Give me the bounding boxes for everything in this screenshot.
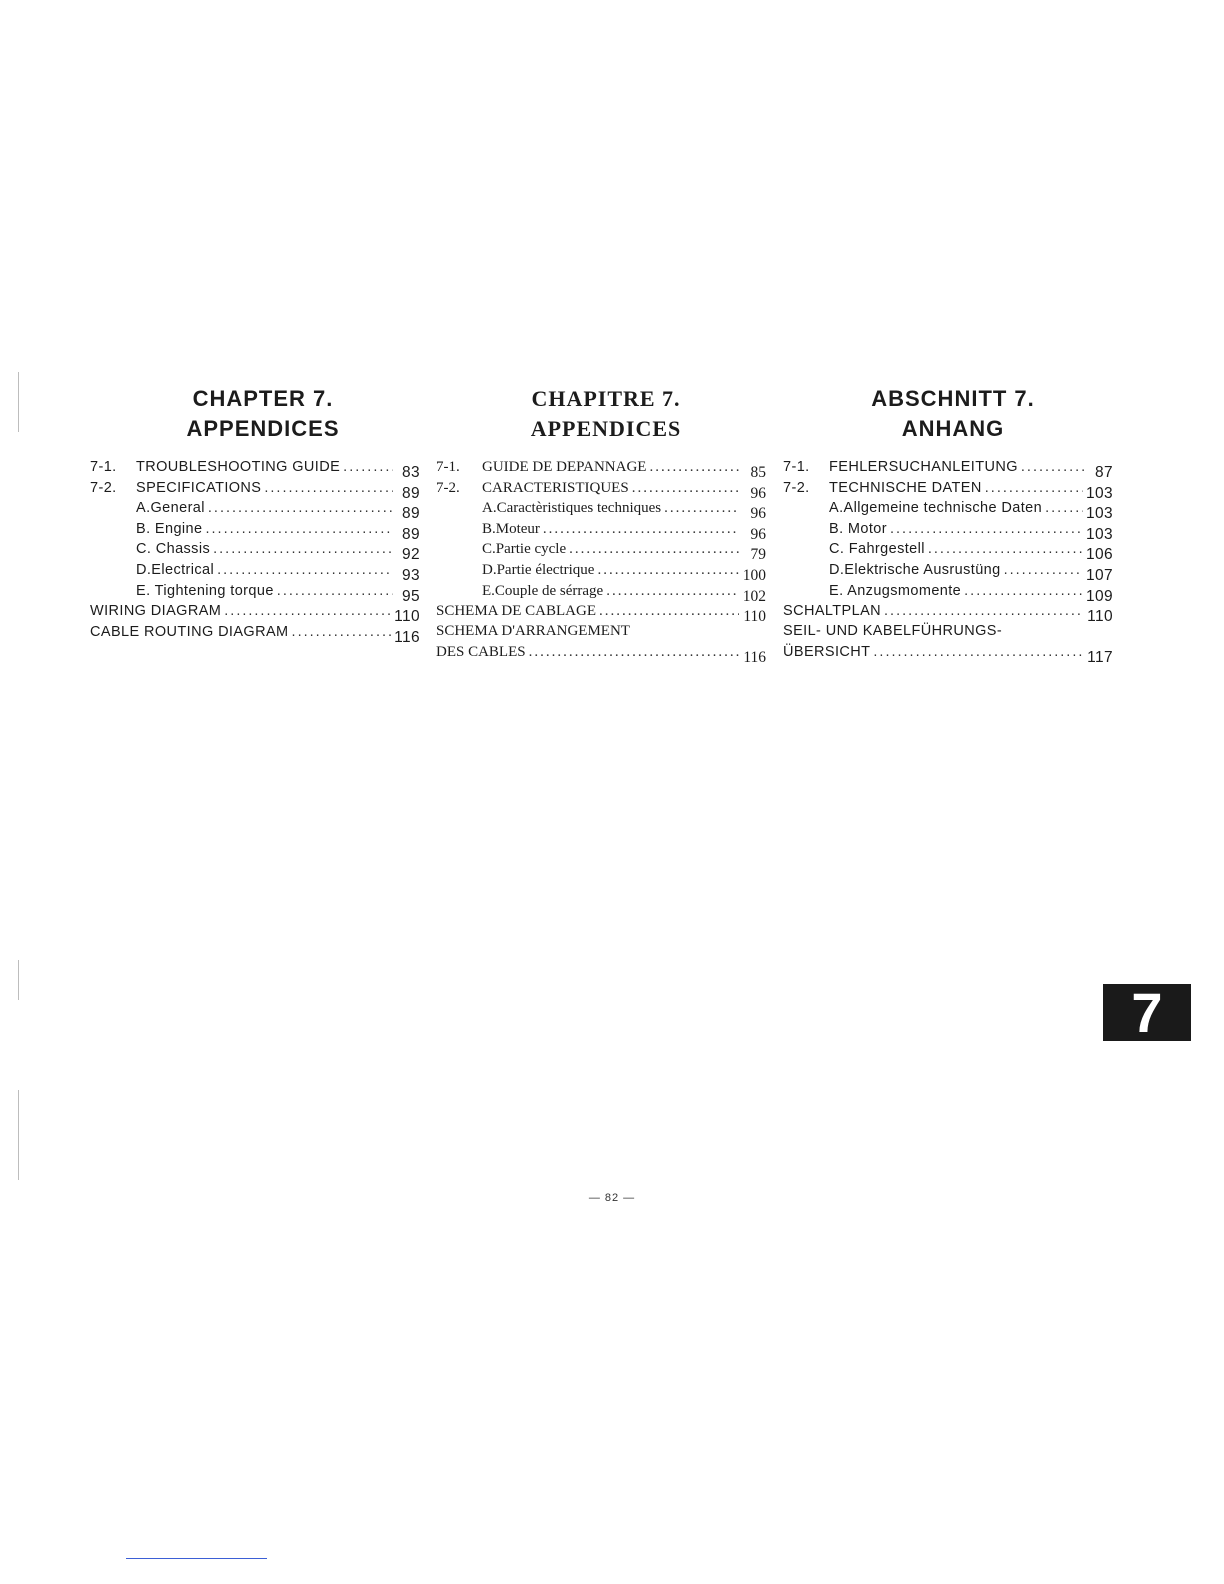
toc-entry-title: C. Fahrgestell: [829, 541, 925, 558]
toc-entry-title: A.Allgemeine technische Daten: [829, 500, 1043, 517]
chapter-title-german: ABSCHNITT 7.: [871, 386, 1035, 411]
toc-entry: [90, 582, 420, 603]
chapter-heading-german: [793, 384, 1113, 444]
toc-entry-page: 103: [1085, 484, 1113, 502]
toc-entry-page: 110: [743, 608, 766, 626]
chapter-heading-english: [106, 384, 420, 444]
toc-entry-page: 110: [394, 608, 420, 626]
dot-leader: [1045, 500, 1083, 516]
toc-entry-title: SCHEMA D'ARRANGEMENT: [436, 622, 630, 639]
dot-leader: [1021, 459, 1086, 475]
toc-entry-title: CABLE ROUTING DIAGRAM: [90, 623, 289, 640]
dot-leader: [543, 521, 739, 538]
toc-entry-title: A.Caractèristiques techniques: [482, 500, 662, 517]
dot-leader: [264, 480, 393, 496]
toc-entry-title: FEHLERSUCHANLEITUNG: [829, 459, 1018, 475]
margin-scan-mark: [18, 372, 19, 432]
toc-entry-title: SCHEMA DE CABLAGE: [436, 603, 597, 620]
toc-entry: [90, 479, 420, 500]
dot-leader: [277, 583, 393, 599]
toc-entry: [783, 602, 1113, 626]
toc-entry-title: A.General: [136, 500, 205, 517]
toc-entry-number: 7-2.: [90, 479, 117, 496]
chapter-title-french: CHAPITRE 7.: [531, 386, 681, 411]
toc-entry: [436, 602, 766, 626]
link-underline: [126, 1558, 267, 1559]
dot-leader: [632, 480, 739, 497]
toc-entry-title: E. Tightening torque: [136, 582, 274, 599]
toc-entry-title: B.Moteur: [482, 520, 540, 537]
toc-entry-page: 89: [401, 484, 420, 502]
toc-entry-number: 7-2.: [783, 479, 810, 496]
toc-entry-title: GUIDE DE DEPANNAGE: [482, 459, 647, 475]
english-column: [90, 384, 420, 646]
toc-entry-number: 7-1.: [436, 459, 460, 475]
toc-entry-page: 116: [394, 628, 420, 646]
toc-entry: [783, 479, 1113, 500]
dot-leader: [606, 583, 739, 600]
toc-entry-title: D.Electrical: [136, 561, 215, 578]
toc-entry-title: TECHNISCHE DATEN: [829, 479, 982, 496]
toc-entry: [436, 623, 766, 644]
dot-leader: [343, 459, 393, 475]
dot-leader: [599, 603, 739, 620]
toc-entry: [436, 458, 766, 479]
toc-entry-title: B. Motor: [829, 520, 887, 537]
toc-entry-page: 103: [1085, 505, 1113, 523]
dot-leader: [1004, 562, 1083, 578]
toc-entry-page: 89: [401, 505, 420, 523]
toc-entry-title: E. Anzugsmomente: [829, 582, 962, 599]
dot-leader: [873, 644, 1084, 660]
toc-entry-number: 7-1.: [90, 459, 117, 475]
toc-entry-title: SCHALTPLAN: [783, 603, 882, 620]
toc-entry-page: 89: [401, 525, 420, 543]
toc-entry-title: WIRING DIAGRAM: [90, 603, 222, 620]
toc-english: [90, 458, 420, 646]
toc-entry-title: SEIL- UND KABELFÜHRUNGS-: [783, 622, 1003, 639]
toc-entry: [436, 643, 766, 667]
toc-entry-page: 95: [401, 587, 420, 605]
toc-entry-page: 83: [401, 464, 420, 481]
french-column: [436, 384, 766, 667]
chapter-subtitle-french: APPENDICES: [530, 416, 682, 441]
toc-entry-title: C. Chassis: [136, 541, 211, 558]
dot-leader: [928, 541, 1083, 557]
toc-entry-page: 96: [750, 525, 766, 543]
dot-leader: [884, 603, 1084, 619]
chapter-heading-french: [446, 384, 766, 444]
toc-entry: [90, 540, 420, 564]
toc-entry-page: 92: [401, 546, 420, 564]
toc-entry: [783, 561, 1113, 582]
toc-german: [783, 458, 1113, 667]
toc-entry: [783, 643, 1113, 667]
toc-entry-page: 116: [743, 649, 766, 667]
dot-leader: [649, 459, 739, 476]
toc-entry: [90, 520, 420, 541]
chapter-subtitle-german: ANHANG: [901, 416, 1005, 441]
toc-entry: [90, 561, 420, 582]
toc-entry: [90, 499, 420, 523]
chapter-subtitle-english: APPENDICES: [186, 416, 340, 441]
toc-entry-page: 93: [401, 566, 420, 584]
toc-entry-title: E.Couple de sérrage: [482, 582, 604, 599]
toc-entry: [436, 540, 766, 564]
dot-leader: [208, 500, 393, 516]
margin-scan-mark: [18, 960, 19, 1000]
toc-entry-title: DES CABLES: [436, 644, 526, 661]
toc-entry-page: 85: [750, 464, 766, 481]
margin-scan-mark: [18, 1090, 19, 1180]
toc-entry-number: 7-1.: [783, 459, 810, 475]
toc-entry-title: C.Partie cycle: [482, 541, 567, 558]
toc-entry: [783, 623, 1113, 644]
toc-entry-title: ÜBERSICHT: [783, 644, 871, 661]
german-column: [783, 384, 1113, 667]
toc-entry-title: D.Elektrische Ausrustüng: [829, 561, 1001, 578]
toc-entry-number: 7-2.: [436, 479, 460, 496]
toc-entry-title: CARACTERISTIQUES: [482, 479, 629, 496]
toc-entry-page: 96: [750, 484, 766, 502]
dot-leader: [664, 500, 739, 517]
toc-entry: [90, 602, 420, 626]
dot-leader: [292, 624, 392, 640]
toc-entry-title: SPECIFICATIONS: [136, 479, 262, 496]
dot-leader: [569, 541, 739, 558]
toc-entry: [90, 623, 420, 644]
toc-entry: [436, 499, 766, 523]
chapter-tab-marker: 7: [1103, 984, 1191, 1041]
toc-entry-page: 109: [1085, 587, 1113, 605]
toc-entry: [783, 458, 1113, 479]
toc-entry-page: 100: [742, 566, 766, 584]
dot-leader: [964, 583, 1083, 599]
toc-entry-page: 103: [1085, 525, 1113, 543]
page-number: — 82 —: [588, 1192, 636, 1204]
chapter-title-english: CHAPTER 7.: [192, 386, 334, 411]
toc-entry: [436, 582, 766, 603]
dot-leader: [529, 644, 739, 661]
toc-entry-page: 102: [742, 587, 766, 605]
dot-leader: [985, 480, 1083, 496]
toc-entry: [783, 520, 1113, 541]
dot-leader: [217, 562, 393, 578]
toc-entry: [783, 499, 1113, 523]
toc-entry: [783, 540, 1113, 564]
toc-entry-title: TROUBLESHOOTING GUIDE: [136, 459, 341, 475]
toc-entry: [436, 479, 766, 500]
toc-entry: [436, 520, 766, 541]
toc-entry: [783, 582, 1113, 603]
toc-entry-page: 117: [1087, 649, 1113, 667]
toc-french: [436, 458, 766, 667]
dot-leader: [224, 603, 391, 619]
toc-entry: [90, 458, 420, 479]
dot-leader: [597, 562, 739, 579]
dot-leader: [205, 521, 393, 537]
toc-entry-title: D.Partie électrique: [482, 561, 595, 578]
toc-entry: [436, 561, 766, 582]
dot-leader: [213, 541, 393, 557]
toc-entry-page: 106: [1085, 546, 1113, 564]
toc-entry-page: 79: [750, 546, 766, 564]
toc-entry-page: 96: [750, 505, 766, 523]
toc-entry-title: B. Engine: [136, 520, 203, 537]
toc-entry-page: 110: [1087, 608, 1113, 626]
toc-entry-page: 107: [1085, 566, 1113, 584]
toc-entry-page: 87: [1094, 464, 1113, 481]
dot-leader: [890, 521, 1083, 537]
